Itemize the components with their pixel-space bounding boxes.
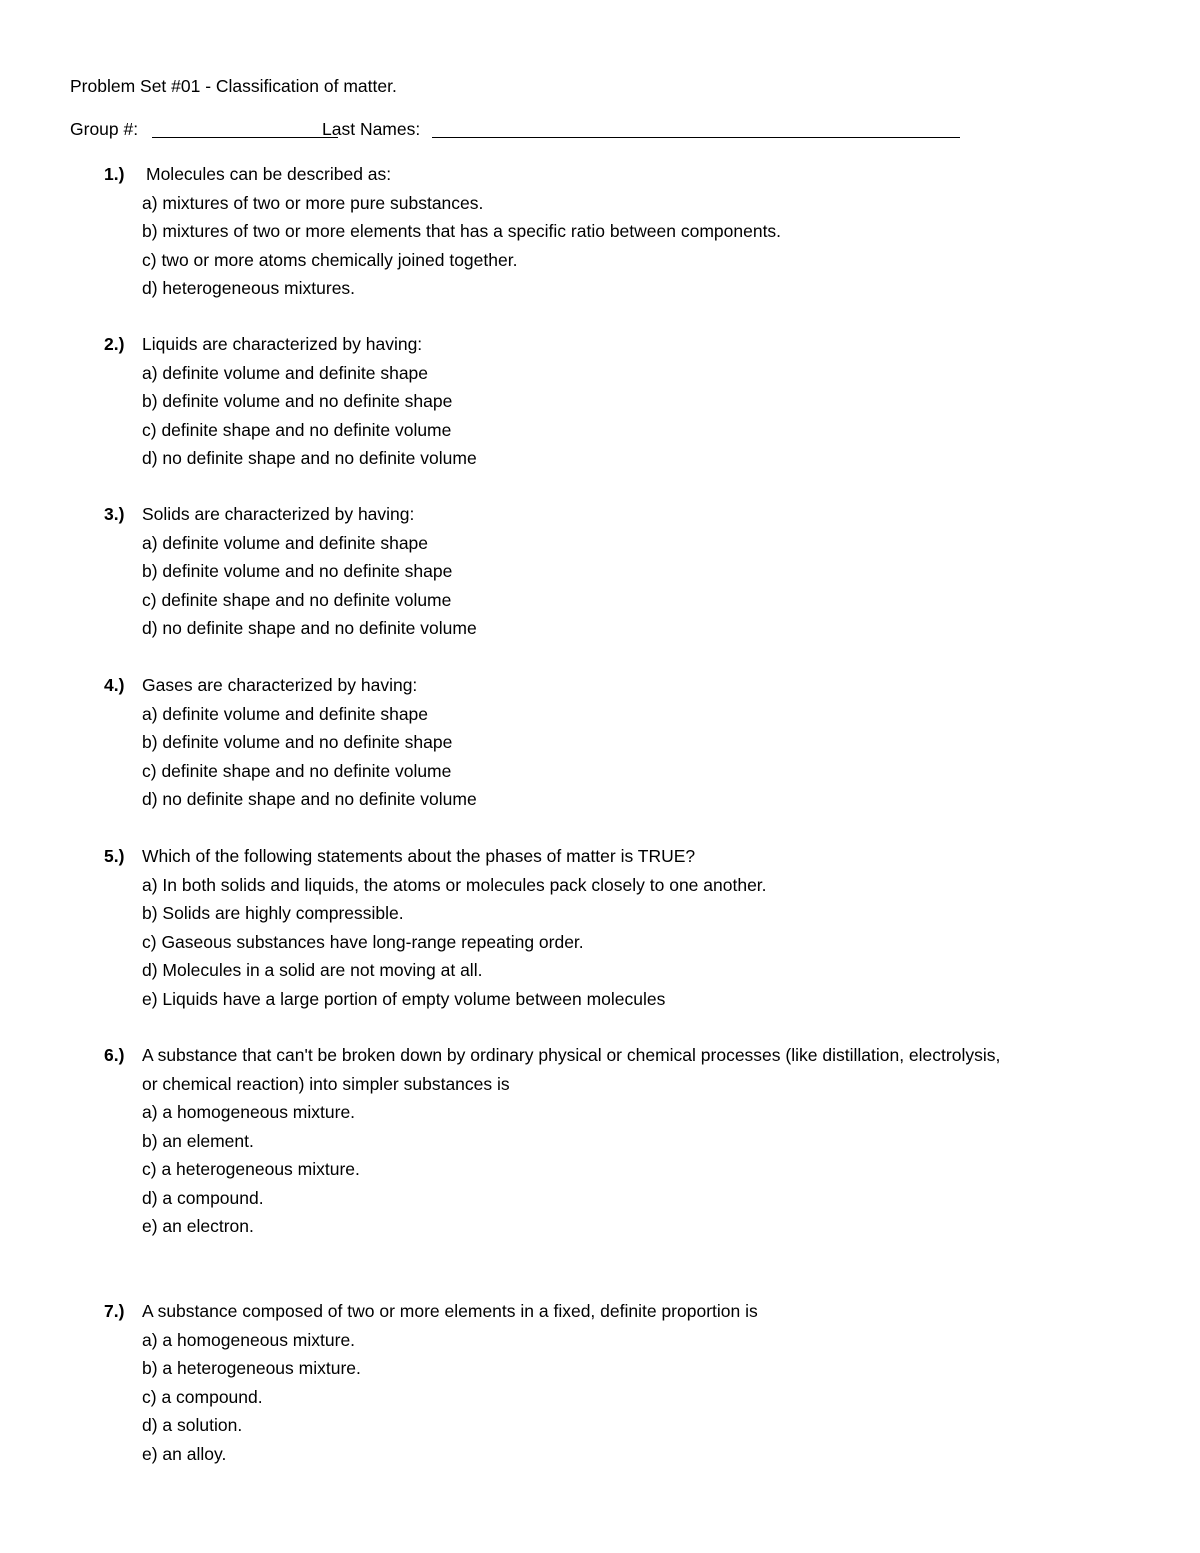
answer-option: d) no definite shape and no definite volume [142, 789, 477, 809]
answer-option: d) a compound. [142, 1187, 264, 1208]
answer-option: c) definite shape and no definite volume [142, 760, 452, 781]
last-names-blank[interactable] [432, 119, 960, 138]
answer-option: d) Molecules in a solid are not moving at all. [142, 960, 483, 980]
answer-option: e) an electron. [142, 1216, 254, 1236]
last-names-label: Last Names: [322, 119, 421, 139]
answer-option: d) no definite shape and no definite volume [142, 618, 477, 638]
answer-option: c) Gaseous substances have long-range repeating order. [142, 931, 584, 952]
answer-option: d) a solution. [142, 1415, 243, 1435]
answer-option: b) definite volume and no definite shape [142, 561, 453, 581]
answer-option: c) definite shape and no definite volume [142, 419, 452, 440]
answer-option: a) mixtures of two or more pure substances. [142, 192, 484, 213]
answer-option: a) a homogeneous mixture. [142, 1102, 356, 1122]
question-prompt: Molecules can be described as: [146, 164, 392, 184]
answer-option: a) a homogeneous mixture. [142, 1329, 356, 1350]
answer-option: b) mixtures of two or more elements that has a specific ratio between components. [142, 221, 782, 241]
answer-option: b) definite volume and no definite shape [142, 391, 453, 411]
answer-option: a) definite volume and definite shape [142, 362, 429, 383]
answer-option: e) Liquids have a large portion of empty volume between molecules [142, 988, 666, 1009]
answer-option: b) Solids are highly compressible. [142, 903, 404, 923]
question-number: 4.) [104, 675, 125, 695]
question-prompt: Solids are characterized by having: [142, 504, 415, 524]
answer-option: d) heterogeneous mixtures. [142, 278, 356, 298]
question-number: 7.) [104, 1301, 125, 1321]
answer-option: a) definite volume and definite shape [142, 532, 429, 553]
question-prompt: Liquids are characterized by having: [142, 334, 423, 354]
answer-option: e) an alloy. [142, 1443, 227, 1464]
answer-option: d) no definite shape and no definite volume [142, 448, 477, 468]
page-title: Problem Set #01 - Classification of matter. [70, 76, 397, 96]
question-prompt: A substance that can't be broken down by ordinary physical or chemical processes (like distillation, electrolysis, [142, 1045, 1001, 1065]
answer-option: b) an element. [142, 1130, 254, 1151]
question-number: 5.) [104, 846, 125, 866]
answer-option: c) a heterogeneous mixture. [142, 1159, 360, 1179]
answer-option: c) two or more atoms chemically joined together. [142, 249, 518, 270]
question-number: 3.) [104, 504, 125, 524]
question-prompt: Which of the following statements about the phases of matter is TRUE? [142, 846, 696, 866]
question-prompt: Gases are characterized by having: [142, 675, 418, 695]
question-number: 2.) [104, 334, 125, 354]
question-prompt: A substance composed of two or more elements in a fixed, definite proportion is [142, 1301, 758, 1321]
answer-option: b) a heterogeneous mixture. [142, 1358, 361, 1378]
answer-option: c) a compound. [142, 1386, 263, 1407]
answer-option: a) In both solids and liquids, the atoms or molecules pack closely to one another. [142, 874, 767, 895]
group-number-blank[interactable] [152, 119, 338, 138]
group-label: Group #: [70, 119, 139, 139]
question-prompt: or chemical reaction) into simpler substances is [142, 1073, 510, 1094]
answer-option: c) definite shape and no definite volume [142, 589, 452, 610]
question-number: 6.) [104, 1045, 125, 1065]
answer-option: a) definite volume and definite shape [142, 703, 429, 724]
question-number: 1.) [104, 164, 125, 184]
answer-option: b) definite volume and no definite shape [142, 732, 453, 752]
